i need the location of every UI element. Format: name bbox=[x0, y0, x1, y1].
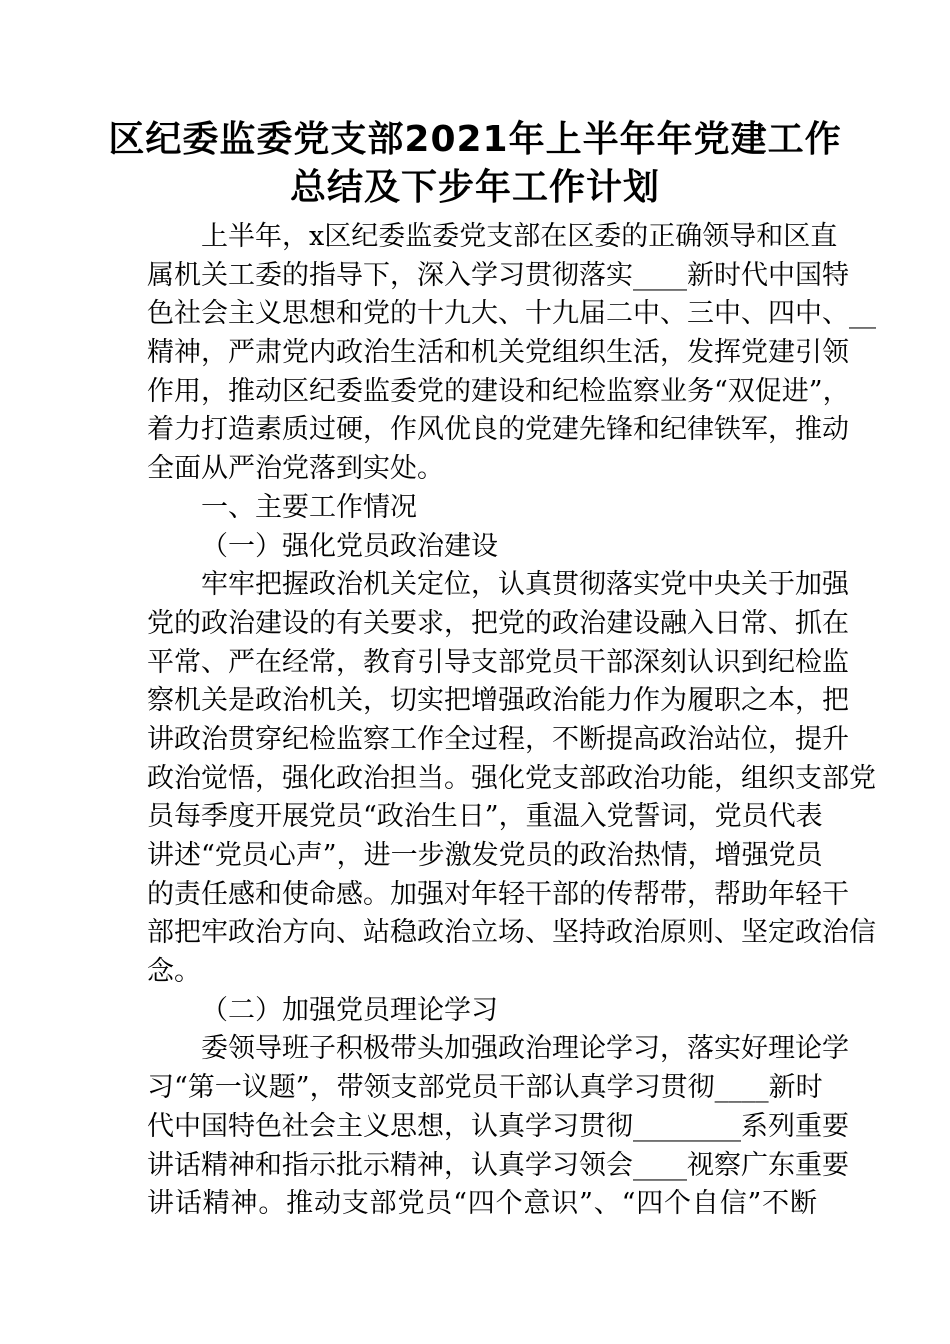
body-line: 党的政治建设的有关要求，把党的政治建设融入日常、抓在 bbox=[147, 607, 849, 639]
body-line: 讲话精神。推动支部党员“四个意识”、“四个自信”不断 bbox=[147, 1188, 817, 1220]
body-line: （二）加强党员理论学习 bbox=[201, 994, 498, 1026]
body-line: 念。 bbox=[147, 956, 201, 988]
body-line: 的责任感和使命感。加强对年轻干部的传帮带，帮助年轻干 bbox=[147, 878, 849, 910]
body-line: 一、主要工作情况 bbox=[201, 491, 417, 523]
body-line: 精神，严肃党内政治生活和机关党组织生活，发挥党建引领 bbox=[147, 337, 849, 369]
body-line: 委领导班子积极带头加强政治理论学习，落实好理论学 bbox=[201, 1033, 849, 1065]
body-line: 讲政治贯穿纪检监察工作全过程，不断提高政治站位，提升 bbox=[147, 723, 849, 755]
body-line: 习“第一议题”，带领支部党员干部认真学习贯彻____新时 bbox=[147, 1072, 823, 1104]
body-line: 上半年，x区纪委监委党支部在区委的正确领导和区直 bbox=[201, 221, 838, 252]
body-line: 全面从严治党落到实处。 bbox=[147, 453, 444, 485]
body-line: 察机关是政治机关，切实把增强政治能力作为履职之本，把 bbox=[147, 685, 849, 717]
body-line: 讲述“党员心声”，进一步激发党员的政治热情，增强党员 bbox=[147, 840, 823, 871]
body-line: 讲话精神和指示批示精神，认真学习领会____视察广东重要 bbox=[147, 1149, 849, 1181]
body-line: 平常、严在经常，教育引导支部党员干部深刻认识到纪检监 bbox=[147, 646, 849, 678]
body-line: 作用，推动区纪委监委党的建设和纪检监察业务“双促进”， bbox=[147, 375, 850, 407]
body-line: 着力打造素质过硬，作风优良的党建先锋和纪律铁军，推动 bbox=[147, 414, 849, 446]
body-line: 牢牢把握政治机关定位，认真贯彻落实党中央关于加强 bbox=[201, 569, 849, 601]
document-title-line-2: 总结及下步年工作计划 bbox=[289, 167, 660, 208]
body-line: 属机关工委的指导下，深入学习贯彻落实____新时代中国特 bbox=[147, 259, 849, 291]
body-line: 色社会主义思想和党的十九大、十九届二中、三中、四中、__ bbox=[147, 298, 876, 330]
body-line: 部把牢政治方向、站稳政治立场、坚持政治原则、坚定政治信 bbox=[147, 917, 876, 949]
document-body bbox=[147, 218, 876, 1224]
body-line: 代中国特色社会主义思想，认真学习贯彻________系列重要 bbox=[147, 1110, 849, 1142]
document-title-line-1: 区纪委监委党支部2021年上半年年党建工作 bbox=[108, 119, 842, 160]
body-line: 员每季度开展党员“政治生日”，重温入党誓词，党员代表 bbox=[147, 801, 823, 833]
body-line: 政治觉悟，强化政治担当。强化党支部政治功能，组织支部党 bbox=[147, 762, 876, 794]
body-line: （一）强化党员政治建设 bbox=[201, 530, 498, 562]
